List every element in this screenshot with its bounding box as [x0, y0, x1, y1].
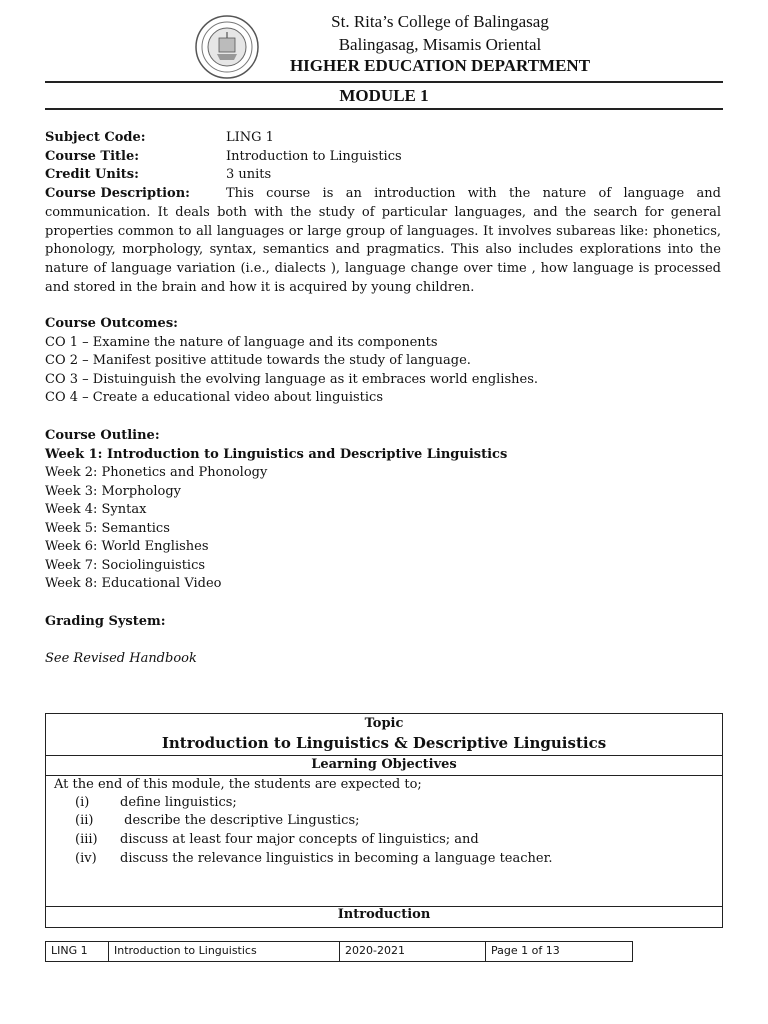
footer-course-title: Introduction to Linguistics [109, 942, 340, 961]
course-title-value: Introduction to Linguistics [226, 148, 402, 164]
outcome-item: CO 1 – Examine the nature of language and its components [45, 334, 438, 350]
objective-number: (iii) [75, 832, 98, 847]
course-description-label: Course Description: [45, 186, 190, 201]
objective-text: describe the descriptive Lingustics; [120, 813, 360, 828]
course-outline-heading: Course Outline: [45, 428, 160, 443]
topic-table [45, 713, 723, 928]
learning-objectives-heading: Learning Objectives [311, 757, 457, 772]
outline-week: Week 4: Syntax [45, 502, 147, 517]
college-name: St. Rita’s College of Balingasag [331, 12, 549, 31]
subject-code-label: Subject Code: [45, 130, 146, 145]
grading-system-heading: Grading System: [45, 614, 166, 629]
outline-week: Week 5: Semantics [45, 520, 170, 536]
footer-course-code: LING 1 [46, 942, 109, 961]
objective-number: (iv) [75, 851, 97, 866]
outline-week: Week 7: Sociolinguistics [45, 557, 206, 573]
page-footer [45, 941, 633, 962]
outcome-item: CO 3 – Distuinguish the evolving language as it embraces world englishes. [45, 371, 539, 387]
table-divider [46, 775, 722, 776]
objective-number: (i) [75, 795, 90, 810]
credit-units-value: 3 units [226, 167, 272, 182]
outline-week: Week 8: Educational Video [45, 576, 222, 591]
outcome-item: CO 4 – Create a educational video about linguistics [45, 390, 383, 405]
outcome-item: CO 2 – Manifest positive attitude towards the study of language. [45, 353, 471, 368]
topic-label: Topic [364, 716, 404, 731]
objectives-intro: At the end of this module, the students are expected to; [54, 777, 422, 792]
footer-school-year: 2020-2021 [340, 942, 486, 961]
grading-note: See Revised Handbook [45, 651, 197, 666]
subject-code-value: LING 1 [226, 130, 274, 145]
objective-text: discuss the relevance linguistics in becoming a language teacher. [120, 851, 553, 866]
topic-title: Introduction to Linguistics & Descriptive Linguistics [161, 734, 607, 752]
footer-page-number: Page 1 of 13 [491, 944, 560, 957]
course-outcomes-heading: Course Outcomes: [45, 316, 178, 331]
header-top-rule [45, 81, 723, 83]
outline-week: Week 3: Morphology [45, 483, 182, 499]
outline-week: Week 6: World Englishes [45, 539, 209, 554]
college-address: Balingasag, Misamis Oriental [338, 35, 542, 54]
objective-text: discuss at least four major concepts of linguistics; and [120, 832, 479, 847]
introduction-heading: Introduction [337, 907, 431, 922]
course-description [45, 185, 721, 298]
table-divider [46, 755, 722, 756]
outline-week: Week 1: Introduction to Linguistics and Descriptive Linguistics [45, 446, 508, 462]
credit-units-label: Credit Units: [45, 167, 139, 182]
course-description-text: This course is an introduction with the nature of language and communication. It deals both with the study of particular languages, and the search for general properties common to all languages or large group of languages. It involves subareas like: phonetics, phonology, morphology, syntax, semantics and pragmatics. This also includes explorations into the nature of language variation (i.e., dialects ), language change over time , how language is processed and stored in the brain and how it is acquired by young children. [45, 186, 721, 295]
module-title: MODULE 1 [339, 86, 429, 105]
objective-number: (ii) [75, 813, 94, 828]
department-name: HIGHER EDUCATION DEPARTMENT [289, 56, 591, 75]
course-title-label: Course Title: [45, 148, 140, 164]
header-bottom-rule [45, 108, 723, 110]
outline-week: Week 2: Phonetics and Phonology [45, 465, 268, 480]
objective-text: define linguistics; [120, 795, 237, 810]
